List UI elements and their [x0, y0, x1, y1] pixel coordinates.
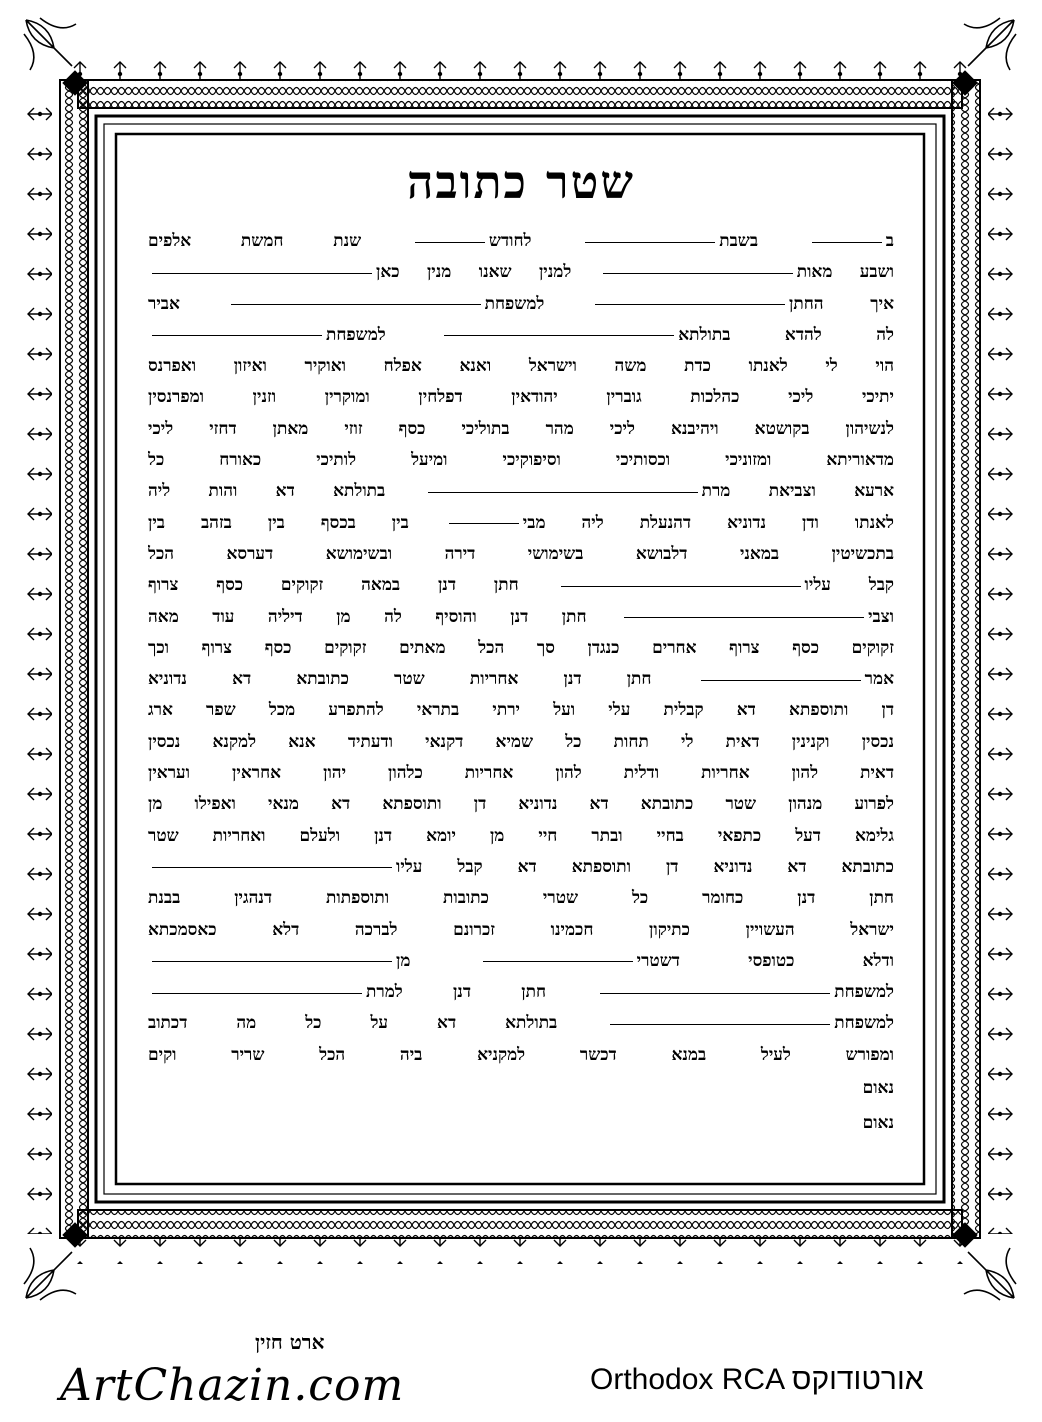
- line-text: נכסין וקנינין דאית לי תחות כל שמיא דקנאי ודעתיד אנא למקנא נכסין: [148, 731, 894, 752]
- document-line: [148, 695, 894, 726]
- line-text: בשבת: [719, 231, 759, 251]
- fill-in-blank[interactable]: [600, 992, 830, 994]
- document-line: [148, 476, 894, 507]
- line-text: דאית להון אחריות ודלית להון אחריות כלהון יהון אחראין ועראין: [148, 763, 894, 784]
- document-line: [148, 821, 894, 852]
- fill-in-blank[interactable]: [231, 303, 481, 305]
- fill-in-blank[interactable]: [595, 303, 785, 305]
- line-text: הוי לי לאנתו כדת משה וישראל ואנא אפלח ואוקיר ואיזון ואפרנס: [148, 356, 894, 377]
- logo-hebrew: ארט חזין: [255, 1330, 325, 1354]
- document-line: [148, 539, 894, 570]
- fill-in-blank[interactable]: [812, 241, 882, 243]
- fill-in-blank[interactable]: [449, 522, 519, 524]
- line-text: קבל עליו: [804, 575, 894, 596]
- document-line: [148, 508, 894, 539]
- fill-in-blank[interactable]: [624, 616, 864, 618]
- line-text: בתולתא דא על כל מה דכתוב: [148, 1013, 558, 1034]
- line-text: למשפחת: [834, 982, 894, 1003]
- fill-in-blank[interactable]: [152, 272, 372, 274]
- document-line: [148, 946, 894, 977]
- line-text: איך החתן: [789, 293, 894, 314]
- fill-in-blank[interactable]: [585, 241, 715, 243]
- fill-in-blank[interactable]: [152, 960, 392, 962]
- line-text: בין בכסף בין בזהב בין: [148, 512, 409, 533]
- document-line: [148, 602, 894, 633]
- fill-in-blank[interactable]: [428, 491, 698, 493]
- artchazin-logo: [60, 1330, 440, 1410]
- document-line: [148, 852, 894, 883]
- line-text: למנין שאנו מנין כאן: [376, 262, 572, 283]
- document-line: [148, 382, 894, 413]
- document-line: [148, 351, 894, 382]
- line-text: זקוקים כסף צרוף אחרים כנגדן סך הכל מאתים זקוקים כסף צרוף וכך: [148, 637, 894, 658]
- document-line: [148, 320, 894, 351]
- line-text: לחודש: [488, 231, 532, 251]
- fill-in-blank[interactable]: [152, 992, 362, 994]
- line-text: ודלא כטופסי דשטרי: [636, 950, 894, 971]
- document-line: [148, 789, 894, 820]
- ketubah-document: [148, 140, 894, 1190]
- signature-label: נאום: [862, 1078, 894, 1099]
- document-line: [148, 664, 894, 695]
- line-text: ישראל העשויין כתיקון חכמינו זכרונם לברכה דלא כאסמכתא: [148, 919, 894, 940]
- document-line: [148, 977, 894, 1008]
- line-text: וצבי: [868, 606, 894, 627]
- line-text: בתולתא דא והות ליה: [148, 481, 386, 502]
- document-line: [148, 1071, 894, 1106]
- document-line: [148, 289, 894, 320]
- fill-in-blank[interactable]: [415, 241, 485, 243]
- line-text: לאנתו ודן נדוניא דהנעלת ליה מבי: [522, 512, 894, 533]
- fill-in-blank[interactable]: [152, 866, 392, 868]
- fill-in-blank[interactable]: [444, 334, 674, 336]
- line-text: ב: [885, 231, 894, 251]
- fill-in-blank[interactable]: [561, 585, 801, 587]
- fill-in-blank[interactable]: [701, 679, 861, 681]
- logo-script: ArtChazin.com: [60, 1360, 405, 1411]
- line-text: ומפורש לעיל במנא דכשר למקניא ביה הכל שריר וקים: [148, 1044, 894, 1065]
- line-text: למשפחת: [834, 1013, 894, 1034]
- line-text: ושבע מאות: [796, 262, 894, 283]
- fill-in-blank[interactable]: [152, 334, 322, 336]
- line-text: לפרוע מנהון שטר כתובתא דא נדוניא דן ותוספתא דא מנאי ואפילו מן: [148, 794, 894, 815]
- document-line: [148, 915, 894, 946]
- line-text: ארעא וצביאת מרת: [701, 481, 894, 502]
- line-text: למשפחת: [484, 293, 545, 314]
- document-line: [148, 758, 894, 789]
- line-text: כתובתא דא נדוניא דן ותוספתא דא קבל עליו: [396, 856, 894, 877]
- line-text: למשפחת: [326, 324, 386, 345]
- fill-in-blank[interactable]: [610, 1023, 830, 1025]
- footer-label: Orthodox RCA אורטודוקס: [590, 1363, 924, 1396]
- line-text: דן ותוספתא דא קבלית עלי ועל ירתי בתראי להתפרע מכל שפר ארג: [148, 700, 894, 721]
- line-text: אמר: [864, 669, 894, 690]
- line-text: לה להדא בתולתא: [678, 324, 894, 345]
- line-text: חתן דנן למרת: [366, 982, 547, 1003]
- fill-in-blank[interactable]: [483, 960, 633, 962]
- line-text: מדאוריתא ומזוניכי וכסותיכי וסיפוקיכי ומיעל לותיכי כאורח כל: [148, 450, 894, 471]
- line-text: חתן דנן אחריות שטר כתובתא דא נדוניא: [148, 669, 652, 690]
- document-line: [148, 1008, 894, 1039]
- document-title: שטר כתובה: [407, 155, 635, 209]
- line-text: מן: [396, 950, 411, 971]
- document-line: [148, 633, 894, 664]
- line-text: אביר: [148, 293, 180, 314]
- document-line: [148, 1040, 894, 1071]
- document-line: [148, 414, 894, 445]
- document-line: [148, 445, 894, 476]
- line-text: בתכשיטין במאני דלבושא בשימושי דירה ובשימושא דערסא הכל: [148, 543, 894, 564]
- document-line: [148, 1106, 894, 1141]
- line-text: גלימא דעל כתפאי בחיי ובתר חיי מן יומא דנן ולעלם ואחריות שטר: [148, 825, 894, 846]
- line-text: לנשיהון בקושטא ויהיבנא ליכי מהר בתוליכי כסף זוזי מאתן דחזי ליכי: [148, 418, 894, 439]
- line-text: חתן דנן במאה זקוקים כסף צרוף: [148, 575, 519, 596]
- document-line: [148, 226, 894, 257]
- line-text: חתן דנן והוסיף לה מן דיליה עוד מאה: [148, 606, 587, 627]
- fill-in-blank[interactable]: [603, 272, 793, 274]
- line-text: יתיכי ליכי כהלכות גוברין יהודאין דפלחין ומוקרין וזנין ומפרנסין: [148, 387, 894, 408]
- document-line: [148, 257, 894, 288]
- signature-label: נאום: [862, 1113, 894, 1134]
- document-text: [148, 226, 894, 1141]
- document-line: [148, 570, 894, 601]
- document-line: [148, 883, 894, 914]
- line-text: שנת חמשת אלפים: [148, 231, 362, 251]
- line-text: חתן דנן כחומר כל שטרי כתובות ותוספתות דנהגין בבנת: [148, 888, 894, 909]
- document-line: [148, 727, 894, 758]
